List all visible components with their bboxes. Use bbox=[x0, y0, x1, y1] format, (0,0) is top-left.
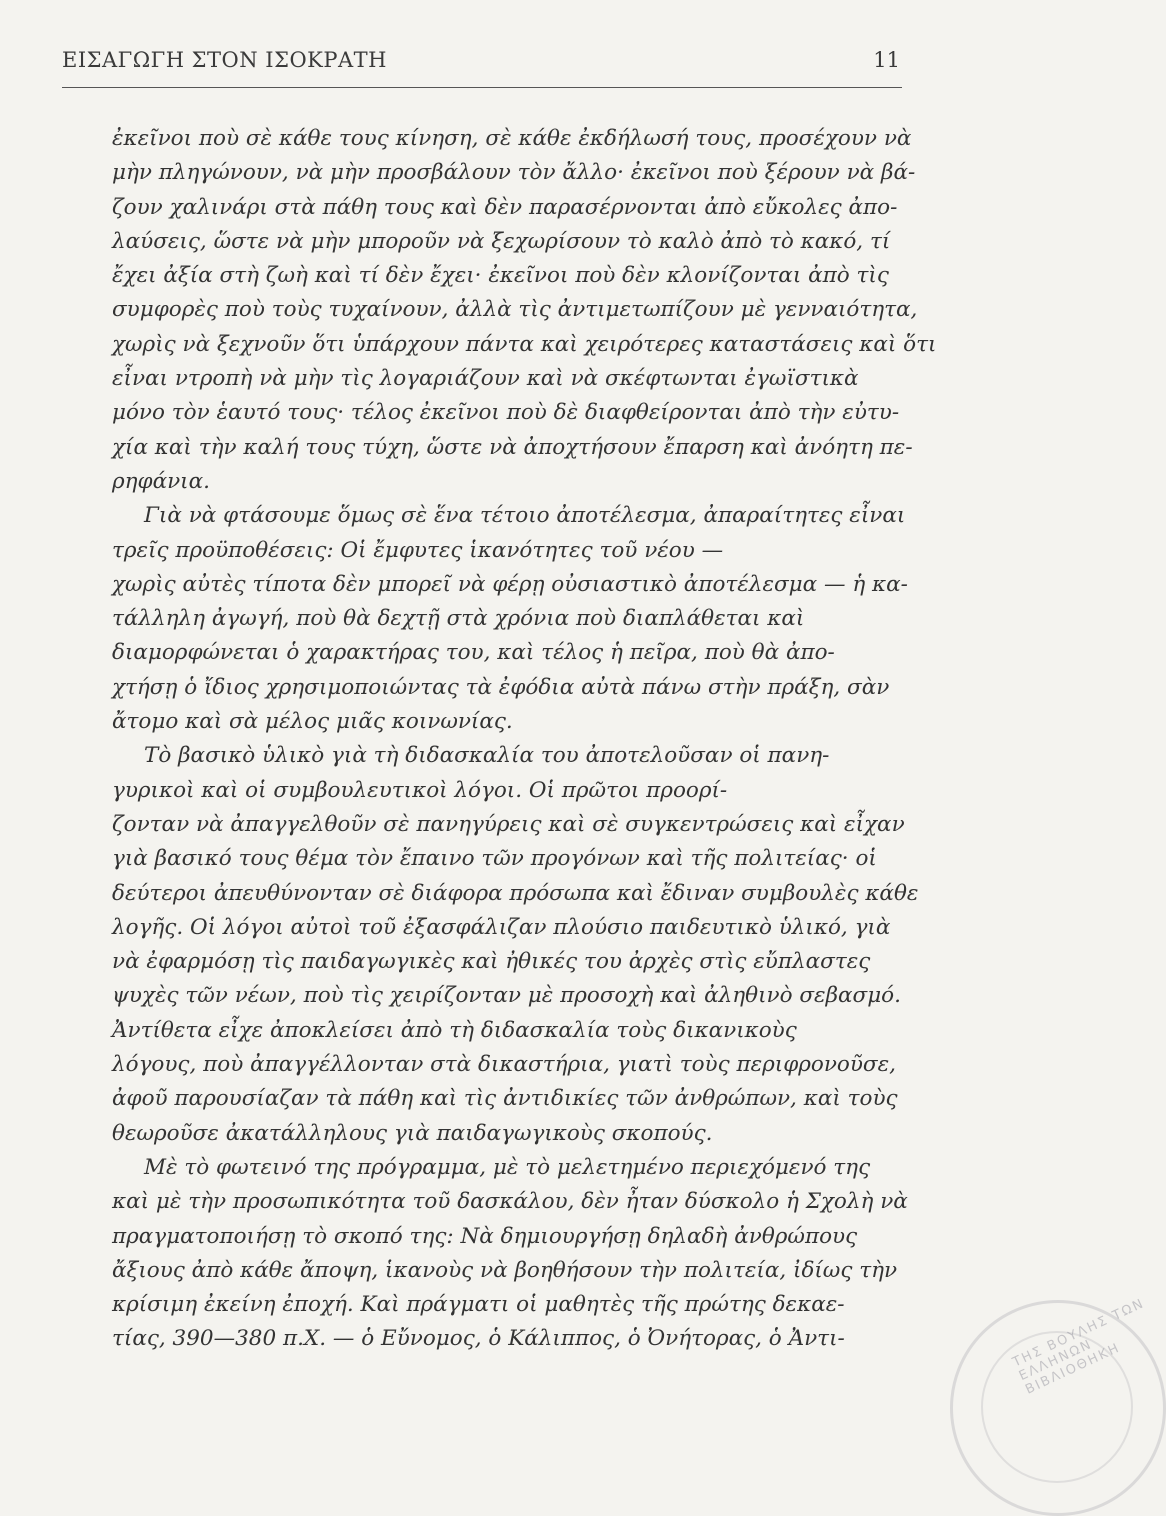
text-line: καὶ μὲ τὴν προσωπικότητα τοῦ δασκάλου, δὲν ἦταν δύσκολο ἡ Σχολὴ νὰ bbox=[112, 1189, 908, 1215]
text-line: ἔχει ἀξία στὴ ζωὴ καὶ τί δὲν ἔχει· ἐκεῖνοι ποὺ δὲν κλονίζονται ἀπὸ τὶς bbox=[112, 263, 889, 289]
text-line: λόγους, ποὺ ἀπαγγέλλονταν στὰ δικαστήρια, γιατὶ τοὺς περιφρονοῦσε, bbox=[112, 1052, 896, 1078]
text-line: κρίσιμη ἐκείνη ἐποχή. Καὶ πράγματι οἱ μαθητὲς τῆς πρώτης δεκαε- bbox=[112, 1292, 845, 1318]
text-line: διαμορφώνεται ὁ χαρακτήρας του, καὶ τέλος ἡ πεῖρα, ποὺ θὰ ἀπο- bbox=[112, 640, 835, 666]
text-line: Ἀντίθετα εἶχε ἀποκλείσει ἀπὸ τὴ διδασκαλία τοὺς δικανικοὺς bbox=[112, 1017, 797, 1043]
text-line: μὴν πληγώνουν, νὰ μὴν προσβάλουν τὸν ἄλλο· ἐκεῖνοι ποὺ ξέρουν νὰ βά- bbox=[112, 160, 916, 186]
page-number: 11 bbox=[873, 48, 900, 72]
text-line: χωρὶς νὰ ξεχνοῦν ὅτι ὑπάρχουν πάντα καὶ χειρότερες καταστάσεις καὶ ὅτι bbox=[112, 331, 937, 357]
text-line: ἄτομο καὶ σὰ μέλος μιᾶς κοινωνίας. bbox=[112, 709, 513, 735]
header-rule bbox=[62, 87, 902, 88]
text-line: χία καὶ τὴν καλή τους τύχη, ὥστε νὰ ἀποχτήσουν ἔπαρση καὶ ἀνόητη πε- bbox=[112, 434, 913, 460]
text-line: νὰ ἐφαρμόσῃ τὶς παιδαγωγικὲς καὶ ἠθικές του ἀρχὲς στὶς εὔπλαστες bbox=[112, 949, 871, 975]
text-line: θεωροῦσε ἀκατάλληλους γιὰ παιδαγωγικοὺς σκοπούς. bbox=[112, 1120, 713, 1146]
text-line: ζουν χαλινάρι στὰ πάθη τους καὶ δὲν παρασέρνονται ἀπὸ εὔκολες ἀπο- bbox=[112, 194, 898, 220]
text-line: τρεῖς προϋποθέσεις: Οἱ ἔμφυτες ἱκανότητες τοῦ νέου — bbox=[112, 537, 724, 563]
running-title: ΕΙΣΑΓΩΓΗ ΣΤΟΝ ΙΣΟΚΡΑΤΗ bbox=[62, 48, 387, 72]
text-line: συμφορὲς ποὺ τοὺς τυχαίνουν, ἀλλὰ τὶς ἀντιμετωπίζουν μὲ γενναιότητα, bbox=[112, 297, 918, 323]
text-line: δεύτεροι ἀπευθύνονταν σὲ διάφορα πρόσωπα καὶ ἔδιναν συμβουλὲς κάθε bbox=[112, 880, 919, 906]
text-line: ἐκεῖνοι ποὺ σὲ κάθε τους κίνηση, σὲ κάθε ἐκδήλωσή τους, προσέχουν νὰ bbox=[112, 126, 912, 151]
paragraph-start-line: Μὲ τὸ φωτεινό της πρόγραμμα, μὲ τὸ μελετημένο περιεχόμενό της bbox=[144, 1154, 871, 1180]
text-line: ζονταν νὰ ἀπαγγελθοῦν σὲ πανηγύρεις καὶ σὲ συγκεντρώσεις καὶ εἶχαν bbox=[112, 811, 905, 837]
text-line: γυρικοὶ καὶ οἱ συμβουλευτικοὶ λόγοι. Οἱ πρῶτοι προορί- bbox=[112, 777, 728, 803]
running-head bbox=[62, 48, 908, 82]
text-line: χωρὶς αὐτὲς τίποτα δὲν μπορεῖ νὰ φέρῃ οὐσιαστικὸ ἀποτέλεσμα — ἡ κα- bbox=[112, 571, 908, 597]
text-line: ἀφοῦ παρουσίαζαν τὰ πάθη καὶ τὶς ἀντιδικίες τῶν ἀνθρώπων, καὶ τοὺς bbox=[112, 1086, 898, 1112]
text-line: γιὰ βασικό τους θέμα τὸν ἔπαινο τῶν προγόνων καὶ τῆς πολιτείας· οἱ bbox=[112, 846, 877, 872]
text-line: λαύσεις, ὥστε νὰ μὴν μποροῦν νὰ ξεχωρίσουν τὸ καλὸ ἀπὸ τὸ κακό, τί bbox=[112, 228, 891, 254]
text-line: πραγματοποιήσῃ τὸ σκοπό της: Νὰ δημιουργήσῃ δηλαδὴ ἀνθρώπους bbox=[112, 1223, 858, 1249]
paragraph-start-line: Τὸ βασικὸ ὑλικὸ γιὰ τὴ διδασκαλία του ἀποτελοῦσαν οἱ πανη- bbox=[144, 743, 830, 769]
text-line: τίας, 390—380 π.Χ. — ὁ Εὔνομος, ὁ Κάλιππος, ὁ Ὀνήτορας, ὁ Ἀντι- bbox=[112, 1326, 845, 1352]
library-stamp-text: ΤΗΣ ΒΟΥΛΗΣ ΤΩΝ ΕΛΛΗΝΩΝ ΒΙΒΛΙΟΘΗΚΗ bbox=[1010, 1296, 1148, 1398]
text-line: ψυχὲς τῶν νέων, ποὺ τὶς χειρίζονταν μὲ προσοχὴ καὶ ἀληθινὸ σεβασμό. bbox=[112, 983, 901, 1009]
text-line: ρηφάνια. bbox=[112, 468, 210, 494]
text-line: ἄξιους ἀπὸ κάθε ἄποψη, ἱκανοὺς νὰ βοηθήσουν τὴν πολιτεία, ἰδίως τὴν bbox=[112, 1257, 898, 1283]
text-line: μόνο τὸν ἑαυτό τους· τέλος ἐκεῖνοι ποὺ δὲ διαφθείρονται ἀπὸ τὴν εὐτυ- bbox=[112, 400, 900, 426]
text-line: χτήσῃ ὁ ἴδιος χρησιμοποιώντας τὰ ἐφόδια αὐτὰ πάνω στὴν πράξη, σὰν bbox=[112, 674, 890, 700]
text-line: λογῆς. Οἱ λόγοι αὐτοὶ τοῦ ἐξασφάλιζαν πλούσιο παιδευτικὸ ὑλικό, γιὰ bbox=[112, 914, 891, 940]
paragraph-start-line: Γιὰ νὰ φτάσουμε ὅμως σὲ ἕνα τέτοιο ἀποτέλεσμα, ἀπαραίτητες εἶναι bbox=[144, 503, 906, 529]
text-line: εἶναι ντροπὴ νὰ μὴν τὶς λογαριάζουν καὶ νὰ σκέφτωνται ἐγωϊστικὰ bbox=[112, 366, 859, 392]
text-line: τάλληλη ἀγωγή, ποὺ θὰ δεχτῇ στὰ χρόνια ποὺ διαπλάθεται καὶ bbox=[112, 606, 805, 632]
body-text bbox=[112, 122, 937, 1357]
library-stamp bbox=[950, 1296, 1166, 1516]
